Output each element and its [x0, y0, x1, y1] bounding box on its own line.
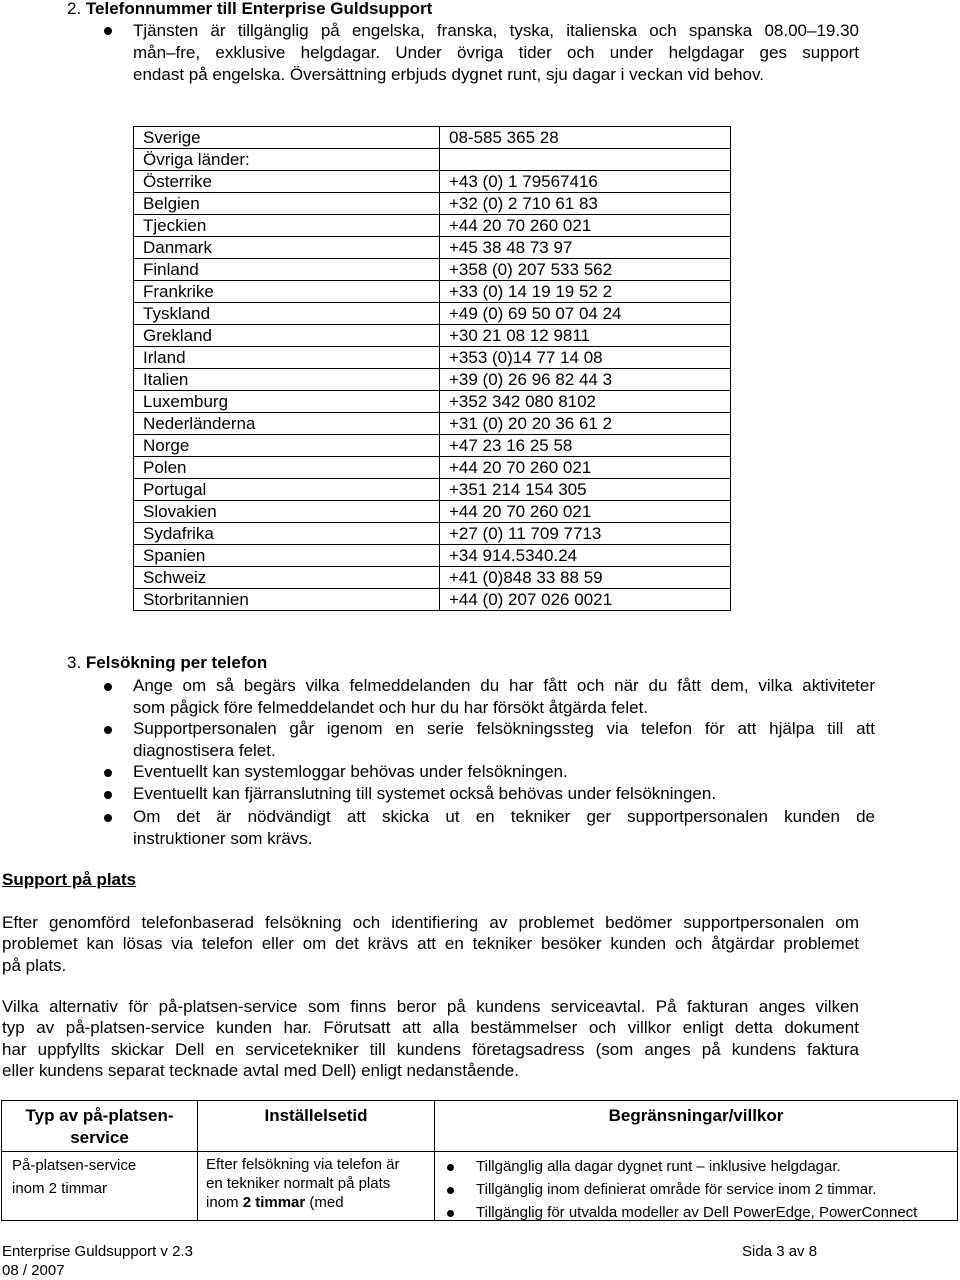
table-row	[134, 545, 731, 567]
table-row	[134, 171, 731, 193]
country-cell: Italien	[134, 369, 440, 391]
country-cell: Belgien	[134, 193, 440, 215]
bullet-text-line: Supportpersonalen går igenom en serie felsökningssteg via telefon för att hjälpa till att	[133, 719, 875, 738]
country-cell: Grekland	[134, 325, 440, 347]
table-row	[134, 193, 731, 215]
country-cell: Sydafrika	[134, 523, 440, 545]
country-cell: Slovakien	[134, 501, 440, 523]
table-row	[134, 435, 731, 457]
table-row	[134, 413, 731, 435]
country-cell: Schweiz	[134, 567, 440, 589]
footer-date: 08 / 2007	[2, 1262, 65, 1279]
service-table	[1, 1100, 958, 1221]
bullet-icon	[104, 726, 112, 734]
section-3-heading	[67, 652, 267, 674]
phone-number-cell: +44 20 70 260 021	[440, 501, 731, 523]
country-cell: Nederländerna	[134, 413, 440, 435]
header-text: Inställelsetid	[264, 1106, 368, 1125]
bullet-text-line: Eventuellt kan systemloggar behövas under felsökningen.	[133, 762, 568, 781]
header-cell	[198, 1101, 435, 1152]
table-row	[134, 501, 731, 523]
phone-number-table	[133, 126, 731, 611]
service-type-cell	[2, 1152, 198, 1221]
header-cell	[2, 1101, 198, 1152]
paragraph-line: problemet kan lösas via telefon eller om det krävs att en tekniker besöker kunden och åtgärdar problemet	[2, 934, 859, 953]
table-row	[134, 127, 731, 149]
service-type-text: inom 2 timmar	[12, 1180, 108, 1197]
response-time-bold: 2 timmar	[242, 1194, 306, 1211]
country-cell: Danmark	[134, 237, 440, 259]
table-row	[134, 347, 731, 369]
response-time-text	[206, 1193, 434, 1212]
table-row	[134, 325, 731, 347]
header-cell	[435, 1101, 958, 1152]
section-2-heading	[67, 0, 432, 20]
country-cell: Tjeckien	[134, 215, 440, 237]
table-row	[134, 281, 731, 303]
paragraph-line: har uppfyllts skickar Dell en servicetekniker till kundens företagsadress (som anges på kundens faktura	[2, 1040, 859, 1059]
phone-number-cell: +30 21 08 12 9811	[440, 325, 731, 347]
phone-number-cell: +351 214 154 305	[440, 479, 731, 501]
bullet-icon	[104, 791, 112, 799]
response-time-text-part: inom	[206, 1194, 243, 1211]
bullet-icon	[104, 683, 112, 691]
table-row	[134, 259, 731, 281]
bullet-text-line: instruktioner som krävs.	[133, 829, 313, 848]
phone-number-cell: +33 (0) 14 19 19 52 2	[440, 281, 731, 303]
bullet-text-line: Om det är nödvändigt att skicka ut en tekniker ger supportpersonalen kunden de	[133, 807, 875, 826]
footer-version: Enterprise Guldsupport v 2.3	[2, 1243, 193, 1260]
bullet-icon	[447, 1164, 454, 1171]
bullet-icon	[104, 814, 112, 822]
table-row	[134, 479, 731, 501]
section-number: 3.	[67, 653, 82, 672]
response-time-cell	[198, 1152, 435, 1221]
service-type-text: På-platsen-service	[12, 1157, 137, 1174]
phone-number-cell: +39 (0) 26 96 82 44 3	[440, 369, 731, 391]
response-time-text-part: (med	[305, 1194, 344, 1211]
phone-number-cell: +31 (0) 20 20 36 61 2	[440, 413, 731, 435]
phone-number-cell: +358 (0) 207 533 562	[440, 259, 731, 281]
country-cell: Portugal	[134, 479, 440, 501]
header-text: service	[70, 1128, 129, 1147]
table-header-row	[2, 1101, 958, 1152]
phone-number-cell: +49 (0) 69 50 07 04 24	[440, 303, 731, 325]
country-cell: Tyskland	[134, 303, 440, 325]
table-row	[134, 567, 731, 589]
response-time-text: Efter felsökning via telefon är	[206, 1156, 400, 1173]
phone-number-cell: +44 20 70 260 021	[440, 457, 731, 479]
table-row	[134, 523, 731, 545]
country-cell: Övriga länder:	[134, 149, 440, 171]
table-row	[2, 1152, 958, 1221]
country-cell: Österrike	[134, 171, 440, 193]
bullet-text-line: som pågick före felmeddelandet och hur du har försökt åtgärda felet.	[133, 698, 649, 717]
conditions-cell	[435, 1152, 958, 1221]
table-row	[134, 149, 731, 171]
country-cell: Polen	[134, 457, 440, 479]
bullet-icon	[104, 769, 112, 777]
bullet-text-line: Eventuellt kan fjärranslutning till systemet också behövas under felsökningen.	[133, 784, 717, 803]
paragraph-line: på plats.	[2, 956, 67, 975]
phone-number-cell: +353 (0)14 77 14 08	[440, 347, 731, 369]
bullet-icon	[447, 1210, 454, 1217]
onsite-heading: Support på plats	[2, 870, 137, 889]
table-row	[134, 457, 731, 479]
country-cell: Irland	[134, 347, 440, 369]
condition-text: Tillgänglig inom definierat område för service inom 2 timmar.	[476, 1181, 877, 1198]
table-row	[134, 589, 731, 611]
paragraph-line: Vilka alternativ för på-platsen-service som finns beror på kundens serviceavtal. På fakturan anges vilken	[2, 997, 859, 1016]
bullet-text-line: endast på engelska. Översättning erbjuds dygnet runt, sju dagar i veckan vid behov.	[133, 65, 764, 84]
paragraph-line: eller kundens separat tecknade avtal med Dell) enligt nedanstående.	[2, 1061, 519, 1080]
bullet-text-line: Ange om så begärs vilka felmeddelanden du har fått och när du fått dem, vilka aktiviteter	[133, 676, 875, 695]
country-cell: Norge	[134, 435, 440, 457]
table-row	[134, 215, 731, 237]
bullet-icon	[447, 1187, 454, 1194]
table-row	[134, 237, 731, 259]
response-time-text: en tekniker normalt på plats	[206, 1175, 391, 1192]
condition-text: Tillgänglig alla dagar dygnet runt – inklusive helgdagar.	[476, 1158, 841, 1175]
phone-number-cell: +44 (0) 207 026 0021	[440, 589, 731, 611]
condition-text: Tillgänglig för utvalda modeller av Dell PowerEdge, PowerConnect	[476, 1204, 918, 1221]
country-cell: Finland	[134, 259, 440, 281]
paragraph-line: typ av på-platsen-service kunden har. Förutsatt att alla bestämmelser och villkor enligt detta dokument	[2, 1018, 859, 1037]
country-cell: Storbritannien	[134, 589, 440, 611]
header-text: Typ av på-platsen-	[25, 1106, 174, 1125]
bullet-icon	[104, 27, 112, 35]
phone-number-cell	[440, 149, 731, 171]
bullet-text-line: mån–fre, exklusive helgdagar. Under övriga tider och under helgdagar ges support	[133, 43, 859, 62]
section-title: Telefonnummer till Enterprise Guldsupport	[85, 0, 433, 18]
phone-number-cell: +47 23 16 25 58	[440, 435, 731, 457]
phone-number-cell: 08-585 365 28	[440, 127, 731, 149]
table-row	[134, 303, 731, 325]
footer-page-number: Sida 3 av 8	[742, 1243, 818, 1260]
country-cell: Luxemburg	[134, 391, 440, 413]
section-number: 2.	[67, 0, 82, 18]
header-text: Begränsningar/villkor	[608, 1106, 784, 1125]
phone-number-cell: +27 (0) 11 709 7713	[440, 523, 731, 545]
section-title: Felsökning per telefon	[85, 653, 268, 672]
table-row	[134, 369, 731, 391]
bullet-text-line: diagnostisera felet.	[133, 741, 276, 760]
bullet-text-line: Tjänsten är tillgänglig på engelska, franska, tyska, italienska och spanska 08.00–19.30	[133, 21, 859, 40]
paragraph-line: Efter genomförd telefonbaserad felsökning och identifiering av problemet bedömer supportpersonalen om	[2, 913, 859, 932]
phone-number-cell: +32 (0) 2 710 61 83	[440, 193, 731, 215]
country-cell: Frankrike	[134, 281, 440, 303]
phone-number-cell: +44 20 70 260 021	[440, 215, 731, 237]
phone-number-cell: +34 914.5340.24	[440, 545, 731, 567]
country-cell: Spanien	[134, 545, 440, 567]
country-cell: Sverige	[134, 127, 440, 149]
phone-number-cell: +45 38 48 73 97	[440, 237, 731, 259]
table-row	[134, 391, 731, 413]
phone-number-cell: +41 (0)848 33 88 59	[440, 567, 731, 589]
phone-number-cell: +352 342 080 8102	[440, 391, 731, 413]
phone-number-cell: +43 (0) 1 79567416	[440, 171, 731, 193]
